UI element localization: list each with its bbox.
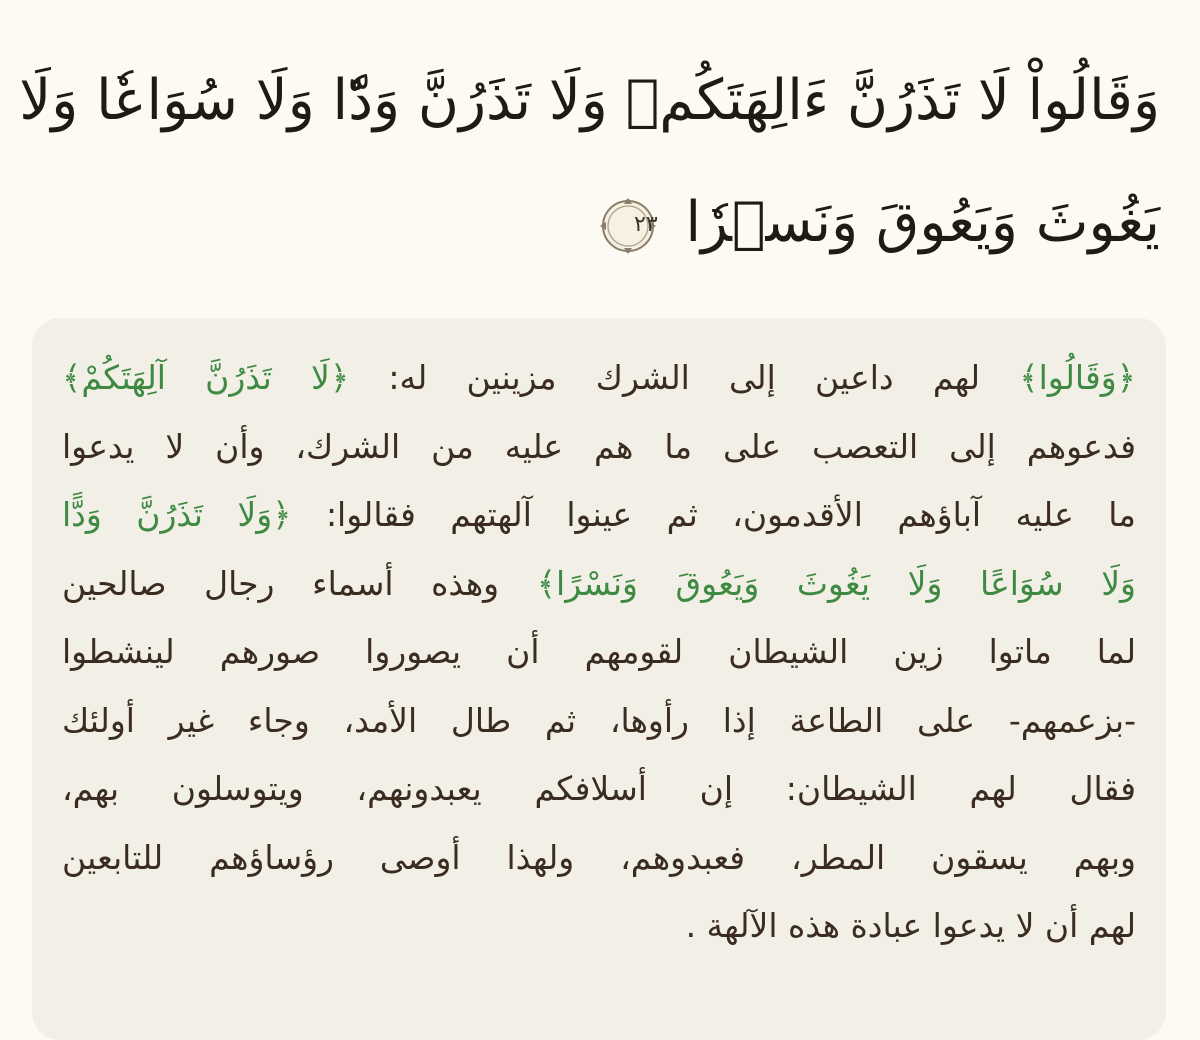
verse-block	[19, 40, 1160, 284]
tafsir-segment: وبهم يسقون المطر، فعبدوهم، ولهذا أوصى رؤساؤهم للتابعين	[62, 837, 1136, 877]
tafsir-line	[62, 618, 1136, 687]
tafsir-line	[62, 687, 1136, 756]
quran-quote: وَلَا سُوَاعًا وَلَا يَغُوثَ وَيَعُوقَ وَنَسْرًا﴾	[536, 563, 1136, 603]
tafsir-segment: فدعوهم إلى التعصب على ما هم عليه من الشرك، وأن لا يدعوا	[62, 426, 1136, 466]
ayah-number: ٢٣	[634, 211, 658, 237]
tafsir-segment: لهم أن لا يدعوا عبادة هذه الآلهة .	[685, 906, 1136, 945]
tafsir-line	[62, 550, 1136, 619]
verse-line-2	[40, 162, 1160, 284]
verse-line-2-text: يَغُوثَ وَيَعُوقَ وَنَسۡرٗا	[685, 190, 1160, 255]
tafsir-line	[62, 481, 1136, 550]
tafsir-segment: فقال لهم الشيطان: إن أسلافكم يعبدونهم، ويتوسلون بهم،	[62, 769, 1136, 808]
ayah-marker	[598, 196, 658, 256]
tafsir-text	[62, 344, 1136, 961]
tafsir-line	[62, 892, 1136, 961]
quran-quote: ﴿وَلَا تَذَرُنَّ وَدًّا	[62, 495, 292, 534]
tafsir-line	[62, 344, 1136, 413]
verse-line-1: وَقَالُواْ لَا تَذَرُنَّ ءَالِهَتَكُمۡ وَلَا تَذَرُنَّ وَدّٗا وَلَا سُوَاعٗا وَلَا	[19, 68, 1160, 133]
tafsir-segment: لهم داعين إلى الشرك مزينين له:	[349, 358, 1020, 397]
tafsir-line	[62, 824, 1136, 893]
tafsir-line	[62, 755, 1136, 824]
quran-quote: ﴿لَا تَذَرُنَّ آلِهَتَكُمْ﴾	[62, 358, 350, 397]
tafsir-line	[62, 413, 1136, 482]
quran-quote: ﴿وَقَالُوا﴾	[1019, 358, 1136, 397]
tafsir-segment: وهذه أسماء رجال صالحين	[62, 563, 537, 603]
tafsir-segment: لما ماتوا زين الشيطان لقومهم أن يصوروا صورهم لينشطوا	[62, 632, 1136, 671]
tafsir-segment: -بزعمهم- على الطاعة إذا رأوها، ثم طال الأمد، وجاء غير أولئك	[62, 700, 1136, 740]
tafsir-segment: ما عليه آباؤهم الأقدمون، ثم عينوا آلهتهم فقالوا:	[291, 495, 1136, 534]
